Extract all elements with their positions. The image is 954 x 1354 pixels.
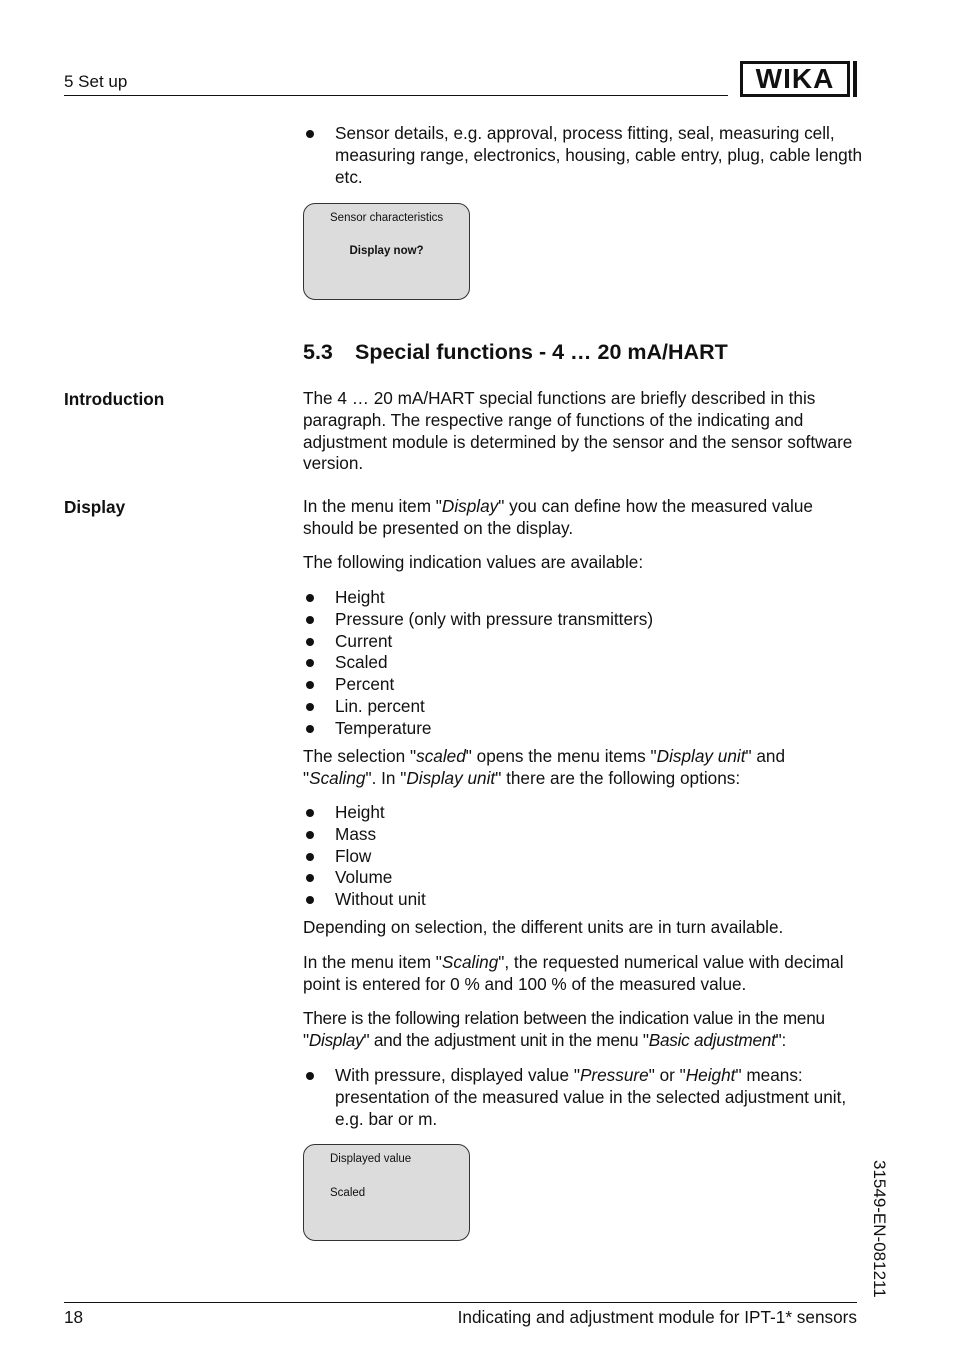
display-unit-options-list	[303, 802, 863, 911]
list-item: Lin. percent	[303, 696, 863, 718]
introduction-label: Introduction	[64, 389, 165, 409]
list-item: Height	[303, 587, 863, 609]
pressure-relation-list	[303, 1065, 863, 1130]
list-item: Temperature	[303, 718, 863, 740]
display-line-2: Display now?	[349, 245, 424, 257]
list-item: With pressure, displayed value "Pressure" or "Height" means: presentation of the measured value in the selected adjustment unit, e.g. bar or m.	[303, 1065, 863, 1130]
document-code: 31549-EN-081211	[870, 1160, 889, 1298]
display-paragraph-2: The following indication values are available:	[303, 552, 644, 572]
display-label: Display	[64, 497, 126, 517]
list-item: Scaled	[303, 652, 863, 674]
header-section: 5 Set up	[64, 72, 128, 91]
list-item: Height	[303, 802, 863, 824]
page-number: 18	[64, 1307, 84, 1327]
header-rule	[64, 95, 728, 96]
list-item: Pressure (only with pressure transmitters)	[303, 609, 863, 631]
display-paragraph-1: In the menu item "Display" you can define how the measured value should be presented on the display.	[303, 496, 813, 538]
list-item: Flow	[303, 846, 863, 868]
display-screen-displayed-value	[303, 1144, 470, 1241]
display-paragraph-4: Depending on selection, the different units are in turn available.	[303, 917, 784, 937]
sensor-details-list	[303, 123, 863, 188]
section-title: Special functions - 4 … 20 mA/HART	[355, 340, 728, 364]
display-paragraph-3: The selection "scaled" opens the menu items "Display unit" and "Scaling". In "Display unit" there are the following options:	[303, 746, 786, 788]
footer-title: Indicating and adjustment module for IPT-1* sensors	[457, 1307, 857, 1327]
display-line-1: Displayed value	[330, 1153, 412, 1165]
section-number: 5.3	[303, 340, 333, 364]
display-line-1: Sensor characteristics	[330, 212, 444, 224]
wika-logo	[740, 61, 850, 97]
list-item: Current	[303, 631, 863, 653]
list-item: Sensor details, e.g. approval, process fitting, seal, measuring cell, measuring range, electronics, housing, cable entry, plug, cable length etc.	[303, 123, 863, 188]
indication-values-list	[303, 587, 863, 740]
list-item: Without unit	[303, 889, 863, 911]
list-item: Mass	[303, 824, 863, 846]
introduction-text: The 4 … 20 mA/HART special functions are briefly described in this paragraph. The respective range of functions of the indicating and adjustment module is determined by the sensor and the sensor software version.	[303, 388, 853, 474]
display-paragraph-6: There is the following relation between the indication value in the menu "Display" and the adjustment unit in the menu "Basic adjustment":	[303, 1008, 825, 1050]
section-heading	[303, 340, 728, 365]
display-line-2: Scaled	[330, 1187, 366, 1199]
footer-rule	[64, 1302, 857, 1303]
logo-text: WIKA	[755, 63, 835, 94]
display-paragraph-5: In the menu item "Scaling", the requested numerical value with decimal point is entered for 0 % and 100 % of the measured value.	[303, 952, 844, 994]
list-item: Percent	[303, 674, 863, 696]
display-screen-sensor-characteristics	[303, 203, 470, 300]
list-item: Volume	[303, 867, 863, 889]
